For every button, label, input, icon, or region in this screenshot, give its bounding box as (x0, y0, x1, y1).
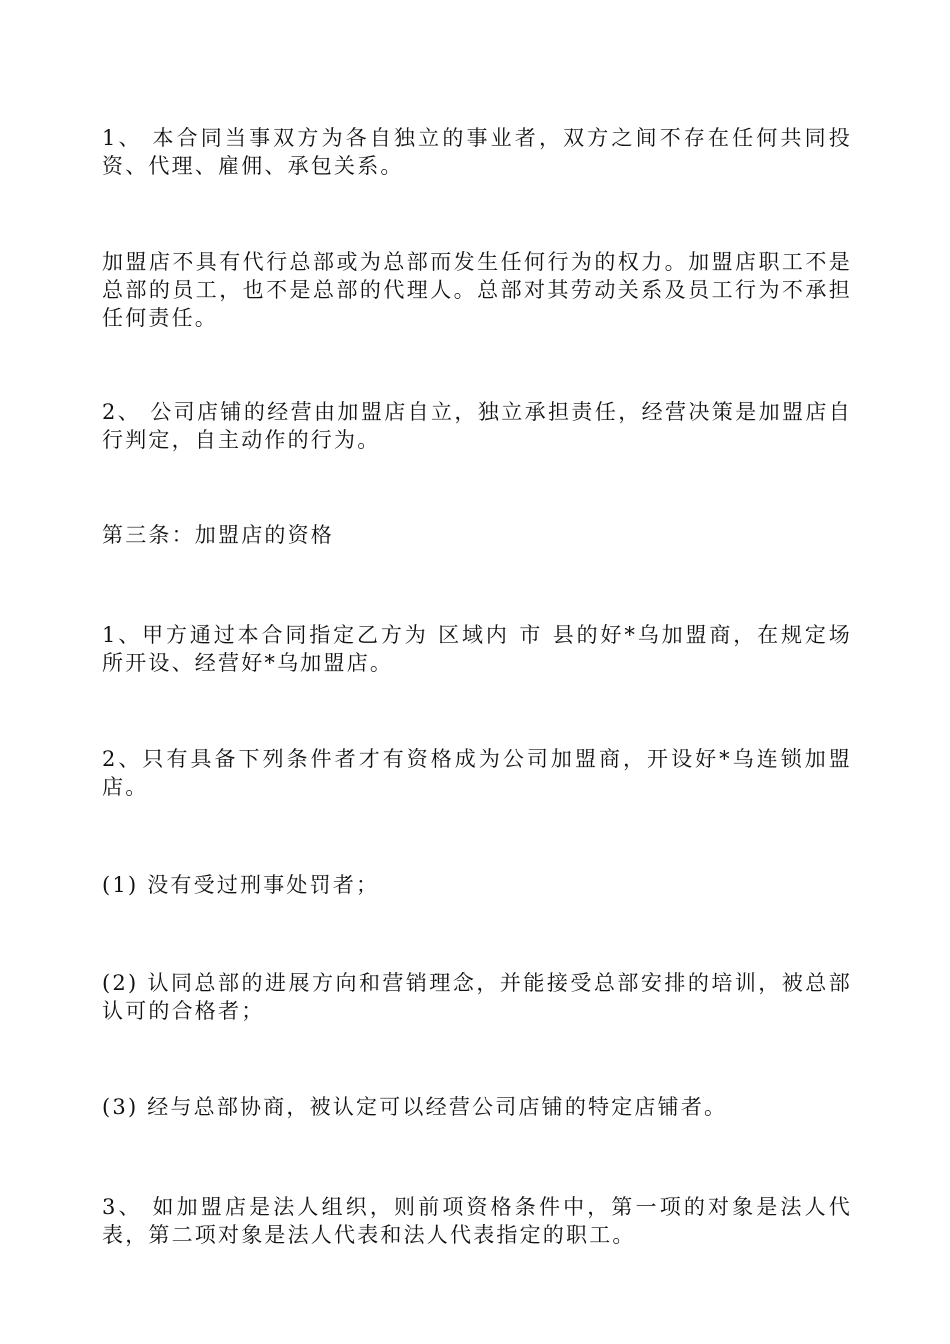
paragraph-store-operation: 2、 公司店铺的经营由加盟店自立，独立承担责任，经营决策是加盟店自行判定，自主动作的行为。 (102, 400, 852, 452)
condition-item-1: (1) 没有受过刑事处罚者； (102, 873, 380, 897)
condition-item-3: (3) 经与总部协商，被认定可以经营公司店铺的特定店铺者。 (102, 1095, 728, 1119)
paragraph-legal-entity: 3、 如加盟店是法人组织，则前项资格条件中，第一项的对象是法人代表，第二项对象是法人代表和法人代表指定的职工。 (102, 1195, 852, 1247)
paragraph-independent-parties: 1、 本合同当事双方为各自独立的事业者，双方之间不存在任何共同投资、代理、雇佣、承包关系。 (102, 126, 852, 178)
section-heading-article-3: 第三条：加盟店的资格 (102, 523, 334, 547)
condition-item-2: (2) 认同总部的进展方向和营销理念，并能接受总部安排的培训，被总部认可的合格者； (102, 971, 852, 1023)
paragraph-franchise-authority: 加盟店不具有代行总部或为总部而发生任何行为的权力。加盟店职工不是总部的员工，也不是总部的代理人。总部对其劳动关系及员工行为不承担任何责任。 (102, 250, 852, 330)
paragraph-designation: 1、甲方通过本合同指定乙方为 区域内 市 县的好*乌加盟商，在规定场所开设、经营好*乌加盟店。 (102, 623, 852, 675)
paragraph-qualification-conditions: 2、只有具备下列条件者才有资格成为公司加盟商，开设好*乌连锁加盟店。 (102, 747, 852, 799)
